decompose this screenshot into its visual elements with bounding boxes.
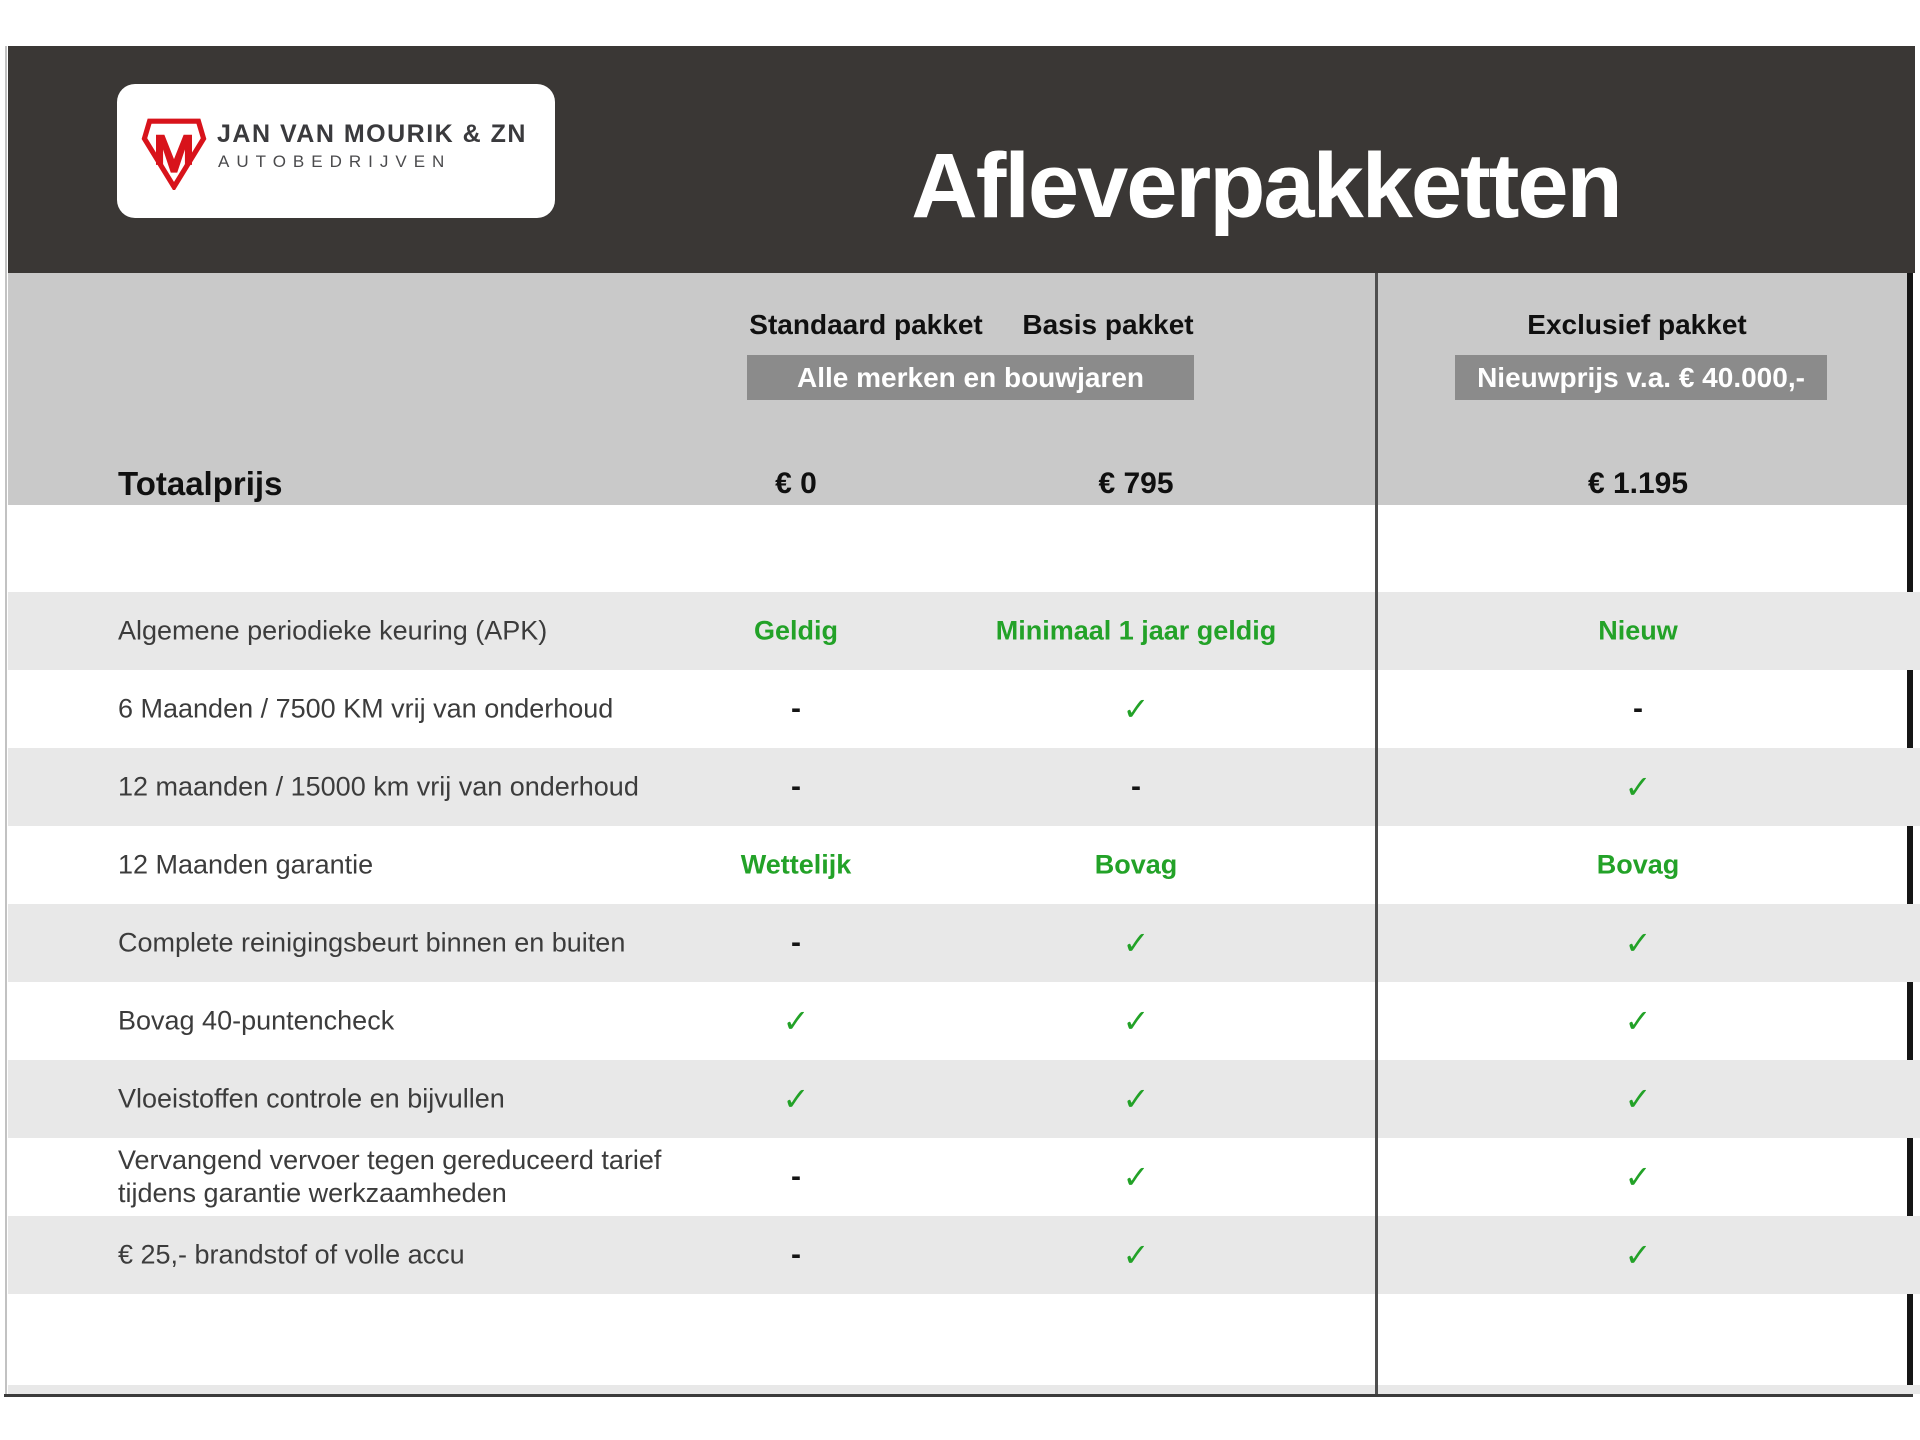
dash-icon: - (1131, 770, 1141, 803)
dash-icon: - (791, 770, 801, 803)
cell-exclusief (1625, 1080, 1652, 1118)
page-title: Afleverpakketten (911, 135, 1621, 237)
cell-standaard (791, 926, 801, 960)
badge-alle-merken: Alle merken en bouwjaren (747, 355, 1194, 400)
feature-label: 12 Maanden garantie (118, 849, 374, 880)
feature-label: Bovag 40-puntencheck (118, 1005, 395, 1036)
check-icon: ✓ (1122, 1002, 1150, 1040)
total-price-basis: € 795 (1098, 467, 1174, 500)
cell-standaard (754, 616, 838, 647)
page-left-border (5, 46, 7, 1396)
feature-label: Vervangend vervoer tegen gereduceerd tarief tijdens garantie werkzaamheden (118, 1145, 662, 1208)
table-bottom-strip (8, 1385, 1920, 1394)
cell-standaard (791, 770, 801, 804)
cell-text: Bovag (1094, 849, 1178, 880)
feature-label: Vloeistoffen controle en bijvullen (118, 1083, 505, 1114)
cell-basis (1123, 924, 1150, 962)
cell-exclusief (1625, 1158, 1652, 1196)
cell-basis (1131, 770, 1141, 804)
feature-row (8, 982, 1920, 1060)
cell-standaard (791, 1238, 801, 1272)
packages-band (8, 273, 1907, 505)
feature-row (8, 826, 1920, 904)
cell-text: Nieuw (1598, 615, 1678, 646)
cell-text: Geldig (753, 615, 839, 646)
feature-row (8, 592, 1920, 670)
company-logo (117, 84, 555, 218)
feature-label: Algemene periodieke keuring (APK) (118, 615, 548, 646)
cell-basis (996, 616, 1277, 647)
cell-exclusief (1625, 768, 1652, 806)
total-price-standaard: € 0 (775, 467, 817, 500)
check-icon: ✓ (782, 1002, 810, 1040)
cell-basis (1095, 850, 1178, 881)
cell-exclusief (1625, 924, 1652, 962)
cell-basis (1123, 690, 1150, 728)
cell-text: Bovag (1596, 849, 1680, 880)
feature-label: 6 Maanden / 7500 KM vrij van onderhoud (118, 693, 614, 724)
check-icon: ✓ (1624, 1236, 1652, 1274)
feature-label: € 25,- brandstof of volle accu (118, 1239, 465, 1270)
cell-exclusief (1598, 616, 1678, 647)
check-icon: ✓ (1624, 768, 1652, 806)
check-icon: ✓ (1122, 1236, 1150, 1274)
totals-label: Totaalprijs (118, 465, 283, 502)
cell-exclusief (1597, 850, 1680, 881)
cell-basis (1123, 1080, 1150, 1118)
feature-row (8, 1138, 1920, 1216)
dash-icon: - (1633, 692, 1643, 725)
check-icon: ✓ (1624, 1158, 1652, 1196)
check-icon: ✓ (1122, 690, 1150, 728)
total-price-exclusief: € 1.195 (1587, 467, 1689, 500)
cell-text: Minimaal 1 jaar geldig (995, 615, 1277, 646)
check-icon: ✓ (1122, 924, 1150, 962)
feature-row (8, 1216, 1920, 1294)
check-icon: ✓ (1624, 924, 1652, 962)
check-icon: ✓ (1122, 1080, 1150, 1118)
cell-standaard (783, 1002, 810, 1040)
cell-exclusief (1625, 1236, 1652, 1274)
page-header (8, 46, 1915, 273)
check-icon: ✓ (1122, 1158, 1150, 1196)
feature-label: Complete reinigingsbeurt binnen en buiten (118, 927, 626, 958)
check-icon: ✓ (1624, 1080, 1652, 1118)
dash-icon: - (791, 926, 801, 959)
cell-standaard (791, 1160, 801, 1194)
cell-standaard (783, 1080, 810, 1118)
feature-row (8, 904, 1920, 982)
badge-nieuwprijs: Nieuwprijs v.a. € 40.000,- (1455, 355, 1827, 400)
check-icon: ✓ (1624, 1002, 1652, 1040)
dash-icon: - (791, 1238, 801, 1271)
column-header-standaard: Standaard pakket (749, 309, 983, 340)
cell-standaard (741, 850, 852, 881)
cell-exclusief (1633, 692, 1643, 726)
feature-row (8, 748, 1920, 826)
feature-row (8, 670, 1920, 748)
dash-icon: - (791, 692, 801, 725)
table-bottom-border (4, 1394, 1913, 1397)
cell-basis (1123, 1158, 1150, 1196)
dash-icon: - (791, 1160, 801, 1193)
cell-text: Wettelijk (740, 849, 852, 880)
column-header-exclusief: Exclusief pakket (1527, 309, 1747, 340)
column-header-basis: Basis pakket (1022, 309, 1194, 340)
check-icon: ✓ (782, 1080, 810, 1118)
company-subtitle: AUTOBEDRIJVEN (218, 152, 452, 171)
cell-basis (1123, 1002, 1150, 1040)
company-name: JAN VAN MOURIK & ZN (217, 120, 527, 148)
cell-exclusief (1625, 1002, 1652, 1040)
shield-logo-icon (141, 118, 207, 190)
column-divider-line (1375, 273, 1378, 1394)
cell-basis (1123, 1236, 1150, 1274)
feature-label: 12 maanden / 15000 km vrij van onderhoud (118, 771, 639, 802)
cell-standaard (791, 692, 801, 726)
feature-row (8, 1060, 1920, 1138)
